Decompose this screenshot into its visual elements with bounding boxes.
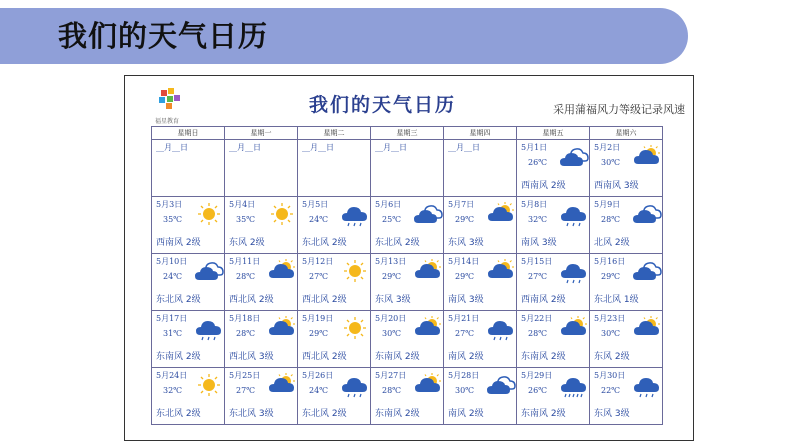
day-date: 5月25日 bbox=[229, 371, 261, 380]
sunny-icon bbox=[194, 372, 224, 398]
weekday-header: 星期六 bbox=[590, 127, 663, 140]
day-cell bbox=[371, 254, 444, 311]
partly-cloudy-icon bbox=[486, 258, 516, 284]
weekday-header-row bbox=[152, 127, 663, 140]
day-cell bbox=[517, 140, 590, 197]
day-date: 5月17日 bbox=[156, 314, 188, 323]
day-wind: 南风 3级 bbox=[521, 238, 557, 248]
day-cell bbox=[444, 311, 517, 368]
day-cell bbox=[225, 197, 298, 254]
day-cell bbox=[298, 140, 371, 197]
rain-icon bbox=[194, 315, 224, 341]
day-wind: 东风 3级 bbox=[594, 409, 630, 419]
week-row bbox=[152, 140, 663, 197]
day-cell bbox=[152, 140, 225, 197]
partly-cloudy-icon bbox=[413, 258, 443, 284]
week-row bbox=[152, 254, 663, 311]
day-date: 5月6日 bbox=[375, 200, 402, 209]
day-wind: 东南风 2级 bbox=[521, 409, 566, 419]
day-date: 5月30日 bbox=[594, 371, 626, 380]
day-wind: 东南风 2级 bbox=[156, 352, 201, 362]
day-wind: 东北风 3级 bbox=[229, 409, 274, 419]
weekday-header: 星期三 bbox=[371, 127, 444, 140]
day-date: 5月22日 bbox=[521, 314, 553, 323]
day-wind: 东北风 2级 bbox=[302, 238, 347, 248]
day-temperature: 31℃ bbox=[163, 329, 183, 338]
weekday-header: 星期日 bbox=[152, 127, 225, 140]
day-wind: 西北风 2级 bbox=[302, 352, 347, 362]
day-date: 5月19日 bbox=[302, 314, 334, 323]
rain-icon bbox=[632, 372, 662, 398]
logo-text: 福星教育 bbox=[155, 118, 180, 125]
partly-cloudy-icon bbox=[486, 201, 516, 227]
day-date: 5月5日 bbox=[302, 200, 329, 209]
day-cell bbox=[371, 311, 444, 368]
day-cell bbox=[517, 197, 590, 254]
rain-icon bbox=[486, 315, 516, 341]
day-wind: 东风 2级 bbox=[594, 352, 630, 362]
day-temperature: 28℃ bbox=[382, 386, 402, 395]
day-wind: 东北风 1级 bbox=[594, 295, 639, 305]
day-wind: 东北风 2级 bbox=[156, 295, 201, 305]
day-date: 5月11日 bbox=[229, 257, 261, 266]
day-cell bbox=[225, 311, 298, 368]
day-date: 5月18日 bbox=[229, 314, 261, 323]
day-cell bbox=[225, 254, 298, 311]
partly-cloudy-icon bbox=[413, 315, 443, 341]
day-cell bbox=[298, 311, 371, 368]
weekday-header: 星期一 bbox=[225, 127, 298, 140]
partly-cloudy-icon bbox=[632, 315, 662, 341]
day-date: 5月2日 bbox=[594, 143, 621, 152]
day-cell bbox=[517, 254, 590, 311]
day-temperature: 24℃ bbox=[309, 215, 329, 224]
day-wind: 东北风 2级 bbox=[375, 238, 420, 248]
day-wind: 东南风 2级 bbox=[375, 352, 420, 362]
day-wind: 东北风 2级 bbox=[302, 409, 347, 419]
day-temperature: 30℃ bbox=[382, 329, 402, 338]
day-temperature: 32℃ bbox=[163, 386, 183, 395]
day-temperature: 25℃ bbox=[382, 215, 402, 224]
rain-icon bbox=[340, 372, 370, 398]
day-temperature: 26℃ bbox=[528, 386, 548, 395]
day-date: __月__日 bbox=[448, 143, 480, 152]
weather-calendar-table bbox=[151, 126, 663, 425]
day-wind: 西北风 2级 bbox=[302, 295, 347, 305]
day-cell bbox=[371, 197, 444, 254]
day-temperature: 22℃ bbox=[601, 386, 621, 395]
heavy-rain-icon bbox=[559, 372, 589, 398]
day-temperature: 29℃ bbox=[601, 272, 621, 281]
day-temperature: 27℃ bbox=[455, 329, 475, 338]
day-wind: 东风 3级 bbox=[375, 295, 411, 305]
day-date: 5月4日 bbox=[229, 200, 256, 209]
day-wind: 西南风 2级 bbox=[156, 238, 201, 248]
day-temperature: 27℃ bbox=[528, 272, 548, 281]
day-cell bbox=[590, 368, 663, 425]
day-cell bbox=[298, 254, 371, 311]
day-temperature: 24℃ bbox=[163, 272, 183, 281]
day-cell bbox=[298, 197, 371, 254]
day-cell bbox=[371, 140, 444, 197]
day-cell bbox=[517, 311, 590, 368]
day-temperature: 30℃ bbox=[455, 386, 475, 395]
sunny-icon bbox=[340, 315, 370, 341]
day-cell bbox=[225, 140, 298, 197]
partly-cloudy-icon bbox=[267, 315, 297, 341]
day-date: 5月23日 bbox=[594, 314, 626, 323]
day-wind: 西南风 3级 bbox=[594, 181, 639, 191]
rain-icon bbox=[340, 201, 370, 227]
day-date: 5月16日 bbox=[594, 257, 626, 266]
sunny-icon bbox=[340, 258, 370, 284]
partly-cloudy-icon bbox=[559, 315, 589, 341]
calendar-subtitle: 采用蒲福风力等级记录风速 bbox=[553, 103, 685, 116]
day-wind: 西南风 2级 bbox=[521, 295, 566, 305]
logo-icon bbox=[157, 86, 181, 116]
cloudy-icon bbox=[632, 201, 662, 227]
day-cell bbox=[152, 254, 225, 311]
weekday-header: 星期二 bbox=[298, 127, 371, 140]
day-cell bbox=[444, 140, 517, 197]
day-cell bbox=[152, 197, 225, 254]
day-temperature: 29℃ bbox=[455, 272, 475, 281]
day-wind: 东南风 2级 bbox=[521, 352, 566, 362]
day-cell bbox=[590, 311, 663, 368]
day-date: 5月21日 bbox=[448, 314, 480, 323]
calendar-frame bbox=[124, 75, 694, 441]
cloudy-icon bbox=[194, 258, 224, 284]
partly-cloudy-icon bbox=[413, 372, 443, 398]
day-date: __月__日 bbox=[302, 143, 334, 152]
day-date: 5月15日 bbox=[521, 257, 553, 266]
day-temperature: 26℃ bbox=[528, 158, 548, 167]
day-cell bbox=[152, 311, 225, 368]
day-date: __月__日 bbox=[375, 143, 407, 152]
day-date: 5月9日 bbox=[594, 200, 621, 209]
day-wind: 南风 2级 bbox=[448, 352, 484, 362]
cloudy-icon bbox=[559, 144, 589, 170]
day-cell bbox=[590, 197, 663, 254]
day-temperature: 24℃ bbox=[309, 386, 329, 395]
day-wind: 南风 3级 bbox=[448, 295, 484, 305]
day-cell bbox=[444, 368, 517, 425]
partly-cloudy-icon bbox=[632, 144, 662, 170]
day-temperature: 28℃ bbox=[601, 215, 621, 224]
day-temperature: 29℃ bbox=[309, 329, 329, 338]
week-row bbox=[152, 197, 663, 254]
cloudy-icon bbox=[486, 372, 516, 398]
day-wind: 东南风 2级 bbox=[375, 409, 420, 419]
day-temperature: 28℃ bbox=[236, 272, 256, 281]
cloudy-icon bbox=[632, 258, 662, 284]
day-cell bbox=[590, 254, 663, 311]
day-cell bbox=[590, 140, 663, 197]
day-cell bbox=[298, 368, 371, 425]
day-temperature: 35℃ bbox=[236, 215, 256, 224]
day-cell bbox=[152, 368, 225, 425]
calendar-title: 我们的天气日历 bbox=[309, 94, 457, 116]
day-wind: 东北风 2级 bbox=[156, 409, 201, 419]
cloudy-icon bbox=[413, 201, 443, 227]
week-row bbox=[152, 368, 663, 425]
day-temperature: 30℃ bbox=[601, 329, 621, 338]
day-cell bbox=[444, 254, 517, 311]
week-row bbox=[152, 311, 663, 368]
weekday-header: 星期四 bbox=[444, 127, 517, 140]
day-date: 5月20日 bbox=[375, 314, 407, 323]
day-date: __月__日 bbox=[156, 143, 188, 152]
slide-title: 我们的天气日历 bbox=[58, 19, 269, 53]
day-wind: 东风 2级 bbox=[229, 238, 265, 248]
day-temperature: 28℃ bbox=[236, 329, 256, 338]
day-date: __月__日 bbox=[229, 143, 261, 152]
partly-cloudy-icon bbox=[267, 372, 297, 398]
day-temperature: 35℃ bbox=[163, 215, 183, 224]
day-temperature: 29℃ bbox=[455, 215, 475, 224]
day-date: 5月12日 bbox=[302, 257, 334, 266]
day-date: 5月24日 bbox=[156, 371, 188, 380]
day-wind: 南风 2级 bbox=[448, 409, 484, 419]
day-date: 5月26日 bbox=[302, 371, 334, 380]
rain-icon bbox=[559, 201, 589, 227]
day-wind: 东风 3级 bbox=[448, 238, 484, 248]
day-wind: 西北风 3级 bbox=[229, 352, 274, 362]
day-cell bbox=[444, 197, 517, 254]
day-temperature: 27℃ bbox=[309, 272, 329, 281]
sunny-icon bbox=[267, 201, 297, 227]
day-date: 5月1日 bbox=[521, 143, 548, 152]
day-date: 5月8日 bbox=[521, 200, 548, 209]
day-date: 5月29日 bbox=[521, 371, 553, 380]
day-date: 5月13日 bbox=[375, 257, 407, 266]
day-date: 5月3日 bbox=[156, 200, 183, 209]
day-temperature: 29℃ bbox=[382, 272, 402, 281]
day-wind: 西北风 2级 bbox=[229, 295, 274, 305]
day-temperature: 32℃ bbox=[528, 215, 548, 224]
day-temperature: 30℃ bbox=[601, 158, 621, 167]
day-cell bbox=[225, 368, 298, 425]
day-wind: 西南风 2级 bbox=[521, 181, 566, 191]
day-date: 5月14日 bbox=[448, 257, 480, 266]
day-cell bbox=[517, 368, 590, 425]
day-date: 5月28日 bbox=[448, 371, 480, 380]
day-date: 5月7日 bbox=[448, 200, 475, 209]
day-temperature: 27℃ bbox=[236, 386, 256, 395]
day-temperature: 28℃ bbox=[528, 329, 548, 338]
day-date: 5月27日 bbox=[375, 371, 407, 380]
day-date: 5月10日 bbox=[156, 257, 188, 266]
day-cell bbox=[371, 368, 444, 425]
sunny-icon bbox=[194, 201, 224, 227]
rain-icon bbox=[559, 258, 589, 284]
day-wind: 北风 2级 bbox=[594, 238, 630, 248]
partly-cloudy-icon bbox=[267, 258, 297, 284]
weekday-header: 星期五 bbox=[517, 127, 590, 140]
